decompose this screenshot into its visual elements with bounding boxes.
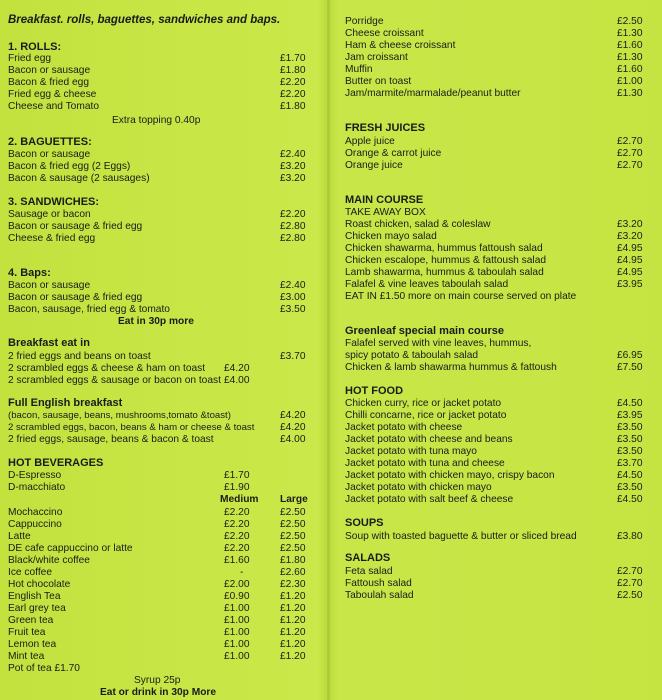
list-item: Lamb shawarma, hummus & taboulah salad <box>345 267 544 278</box>
price: £2.20 <box>224 507 250 518</box>
list-item: Falafel served with vine leaves, hummus, <box>345 338 532 349</box>
list-item: 2 fried eggs and beans on toast <box>8 351 151 362</box>
list-item: Bacon or sausage <box>8 149 91 160</box>
list-item: Cheese and Tomato <box>8 101 99 112</box>
list-item: Bacon or sausage <box>8 280 91 291</box>
price: £1.60 <box>617 40 643 51</box>
price: £2.50 <box>280 543 306 554</box>
price: £1.80 <box>280 101 306 112</box>
list-item: Sausage or bacon <box>8 209 91 220</box>
price: £3.20 <box>617 219 643 230</box>
price: £4.50 <box>617 494 643 505</box>
list-item: Chicken curry, rice or jacket potato <box>345 398 502 409</box>
price: £2.20 <box>224 531 250 542</box>
list-item: Chicken mayo salad <box>345 231 437 242</box>
price: £2.40 <box>280 149 306 160</box>
fresh-juices-heading: FRESH JUICES <box>345 122 426 134</box>
price: £2.60 <box>280 567 306 578</box>
price: £6.95 <box>617 350 643 361</box>
price: £3.80 <box>617 531 643 542</box>
main-course-heading: MAIN COURSE <box>345 194 424 206</box>
list-item: Chilli concarne, rice or jacket potato <box>345 410 507 421</box>
list-item: Bacon & sausage (2 sausages) <box>8 173 150 184</box>
breakfast-eat-in-heading: Breakfast eat in <box>8 337 90 349</box>
price: £1.00 <box>224 615 250 626</box>
list-item: Orange juice <box>345 160 403 171</box>
list-item: Jacket potato with tuna and cheese <box>345 458 505 469</box>
price: £4.95 <box>617 267 643 278</box>
price: £1.20 <box>280 603 306 614</box>
price: £4.00 <box>280 434 306 445</box>
price: £3.00 <box>280 292 306 303</box>
price: £4.95 <box>617 255 643 266</box>
list-item: (bacon, sausage, beans, mushrooms,tomato &toast) <box>8 410 231 421</box>
list-item: Falafel & vine leaves taboulah salad <box>345 279 509 290</box>
price: £2.20 <box>280 209 306 220</box>
price: £2.20 <box>224 519 250 530</box>
list-item: DE cafe cappuccino or latte <box>8 543 133 554</box>
list-item: Jacket potato with chicken mayo, crispy bacon <box>345 470 555 481</box>
price: £2.80 <box>280 221 306 232</box>
price: £3.70 <box>617 458 643 469</box>
price: £3.70 <box>280 351 306 362</box>
take-away-box-label: TAKE AWAY BOX <box>345 207 426 218</box>
price: £3.50 <box>280 304 306 315</box>
price: £2.70 <box>617 160 643 171</box>
list-item: Bacon & fried egg <box>8 77 89 88</box>
list-item: Bacon & fried egg (2 Eggs) <box>8 161 131 172</box>
price: £1.00 <box>224 627 250 638</box>
price: £1.20 <box>280 591 306 602</box>
list-item: Cheese & fried egg <box>8 233 96 244</box>
list-item: Green tea <box>8 615 54 626</box>
price: £2.50 <box>280 519 306 530</box>
list-item: 2 scrambled eggs, bacon, beans & ham or cheese & toast <box>8 422 255 433</box>
list-item: Fruit tea <box>8 627 46 638</box>
price: £3.20 <box>280 161 306 172</box>
soups-heading: SOUPS <box>345 517 384 529</box>
salads-heading: SALADS <box>345 552 391 564</box>
full-english-heading: Full English breakfast <box>8 397 123 409</box>
price: £3.50 <box>617 446 643 457</box>
list-item: Cappuccino <box>8 519 62 530</box>
baps-heading: 4. Baps: <box>8 267 51 279</box>
price: £1.20 <box>280 627 306 638</box>
price: £4.00 <box>224 375 250 386</box>
price: £1.00 <box>617 76 643 87</box>
price: £2.20 <box>280 77 306 88</box>
price: £2.20 <box>280 89 306 100</box>
eat-in-main-note: EAT IN £1.50 more on main course served on plate <box>345 291 577 302</box>
price: £3.95 <box>617 410 643 421</box>
price: £4.20 <box>280 422 306 433</box>
list-item: Bacon or sausage & fried egg <box>8 292 143 303</box>
pot-of-tea: Pot of tea £1.70 <box>8 663 80 674</box>
price: £1.80 <box>280 65 306 76</box>
list-item: Jacket potato with tuna mayo <box>345 446 477 457</box>
price: £1.30 <box>617 52 643 63</box>
price: £1.90 <box>224 482 250 493</box>
list-item: D-Espresso <box>8 470 62 481</box>
eat-drink-note: Eat or drink in 30p More <box>100 687 217 698</box>
list-item: Bacon, sausage, fried egg & tomato <box>8 304 170 315</box>
list-item: Jam croissant <box>345 52 408 63</box>
price: £2.40 <box>280 280 306 291</box>
price: £1.70 <box>224 470 250 481</box>
extra-topping-note: Extra topping 0.40p <box>112 115 201 126</box>
hot-food-heading: HOT FOOD <box>345 385 404 397</box>
list-item: Cheese croissant <box>345 28 424 39</box>
price: £4.50 <box>617 470 643 481</box>
price: £2.50 <box>280 531 306 542</box>
price: £2.50 <box>617 590 643 601</box>
price: £4.95 <box>617 243 643 254</box>
price: £7.50 <box>617 362 643 373</box>
price: £1.80 <box>280 555 306 566</box>
price: £3.20 <box>617 231 643 242</box>
price: £4.20 <box>280 410 306 421</box>
list-item: Roast chicken, salad & coleslaw <box>345 219 491 230</box>
price: £3.95 <box>617 279 643 290</box>
list-item: spicy potato & taboulah salad <box>345 350 479 361</box>
list-item: Orange & carrot juice <box>345 148 442 159</box>
price: £1.60 <box>617 64 643 75</box>
price: £2.30 <box>280 579 306 590</box>
hot-beverages-heading: HOT BEVERAGES <box>8 457 104 469</box>
list-item: Fried egg <box>8 53 52 64</box>
price: £2.70 <box>617 136 643 147</box>
price: £2.70 <box>617 578 643 589</box>
list-item: Jacket potato with cheese <box>345 422 463 433</box>
list-item: Porridge <box>345 16 384 27</box>
list-item: D-macchiato <box>8 482 66 493</box>
list-item: Mochaccino <box>8 507 63 518</box>
price: £2.50 <box>617 16 643 27</box>
price: £2.50 <box>280 507 306 518</box>
list-item: Black/white coffee <box>8 555 90 566</box>
list-item: Apple juice <box>345 136 395 147</box>
price: £1.00 <box>224 651 250 662</box>
baguettes-heading: 2. BAGUETTES: <box>8 136 92 148</box>
list-item: Jam/marmite/marmalade/peanut butter <box>345 88 521 99</box>
sandwiches-heading: 3. SANDWICHES: <box>8 196 100 208</box>
list-item: Chicken & lamb shawarma hummus & fattoush <box>345 362 557 373</box>
list-item: Mint tea <box>8 651 45 662</box>
price: £2.70 <box>617 566 643 577</box>
menu-title: Breakfast. rolls, baguettes, sandwiches and baps. <box>8 14 281 26</box>
price: £3.20 <box>280 173 306 184</box>
price: £1.70 <box>280 53 306 64</box>
list-item: Jacket potato with cheese and beans <box>345 434 513 445</box>
list-item: Chicken escalope, hummus & fattoush salad <box>345 255 547 266</box>
list-item: Latte <box>8 531 31 542</box>
rolls-heading: 1. ROLLS: <box>8 41 62 53</box>
list-item: 2 fried eggs, sausage, beans & bacon & toast <box>8 434 214 445</box>
list-item: Hot chocolate <box>8 579 71 590</box>
price: £2.20 <box>224 543 250 554</box>
list-item: Jacket potato with chicken mayo <box>345 482 492 493</box>
price: £1.00 <box>224 639 250 650</box>
price: £1.30 <box>617 28 643 39</box>
list-item: Fried egg & cheese <box>8 89 97 100</box>
price: £2.70 <box>617 148 643 159</box>
price: £2.80 <box>280 233 306 244</box>
greenleaf-heading: Greenleaf special main course <box>345 325 504 337</box>
price: £4.20 <box>224 363 250 374</box>
list-item: Jacket potato with salt beef & cheese <box>345 494 514 505</box>
price: £1.30 <box>617 88 643 99</box>
list-item: Ice coffee <box>8 567 52 578</box>
list-item: 2 scrambled eggs & sausage or bacon on toast <box>8 375 221 386</box>
price: £3.50 <box>617 422 643 433</box>
list-item: Fattoush salad <box>345 578 412 589</box>
list-item: Muffin <box>345 64 373 75</box>
list-item: Ham & cheese croissant <box>345 40 456 51</box>
list-item: Butter on toast <box>345 76 412 87</box>
price: £2.00 <box>224 579 250 590</box>
list-item: English Tea <box>8 591 61 602</box>
price: £1.20 <box>280 651 306 662</box>
syrup-note: Syrup 25p <box>134 675 181 686</box>
price: £1.20 <box>280 639 306 650</box>
list-item: Chicken shawarma, hummus fattoush salad <box>345 243 543 254</box>
column-header-medium: Medium <box>220 494 259 505</box>
price: £0.90 <box>224 591 250 602</box>
list-item: Lemon tea <box>8 639 57 650</box>
price: - <box>240 567 244 578</box>
price: £1.60 <box>224 555 250 566</box>
list-item: Soup with toasted baguette & butter or sliced bread <box>345 531 577 542</box>
price: £4.50 <box>617 398 643 409</box>
list-item: Taboulah salad <box>345 590 414 601</box>
column-header-large: Large <box>280 494 308 505</box>
list-item: Feta salad <box>345 566 393 577</box>
eat-in-note: Eat in 30p more <box>118 316 194 327</box>
list-item: Earl grey tea <box>8 603 66 614</box>
list-item: Bacon or sausage <box>8 65 91 76</box>
list-item: 2 scrambled eggs & cheese & ham on toast <box>8 363 206 374</box>
price: £3.50 <box>617 434 643 445</box>
price: £1.00 <box>224 603 250 614</box>
price: £3.50 <box>617 482 643 493</box>
page-fold <box>327 0 330 700</box>
list-item: Bacon or sausage & fried egg <box>8 221 143 232</box>
price: £1.20 <box>280 615 306 626</box>
